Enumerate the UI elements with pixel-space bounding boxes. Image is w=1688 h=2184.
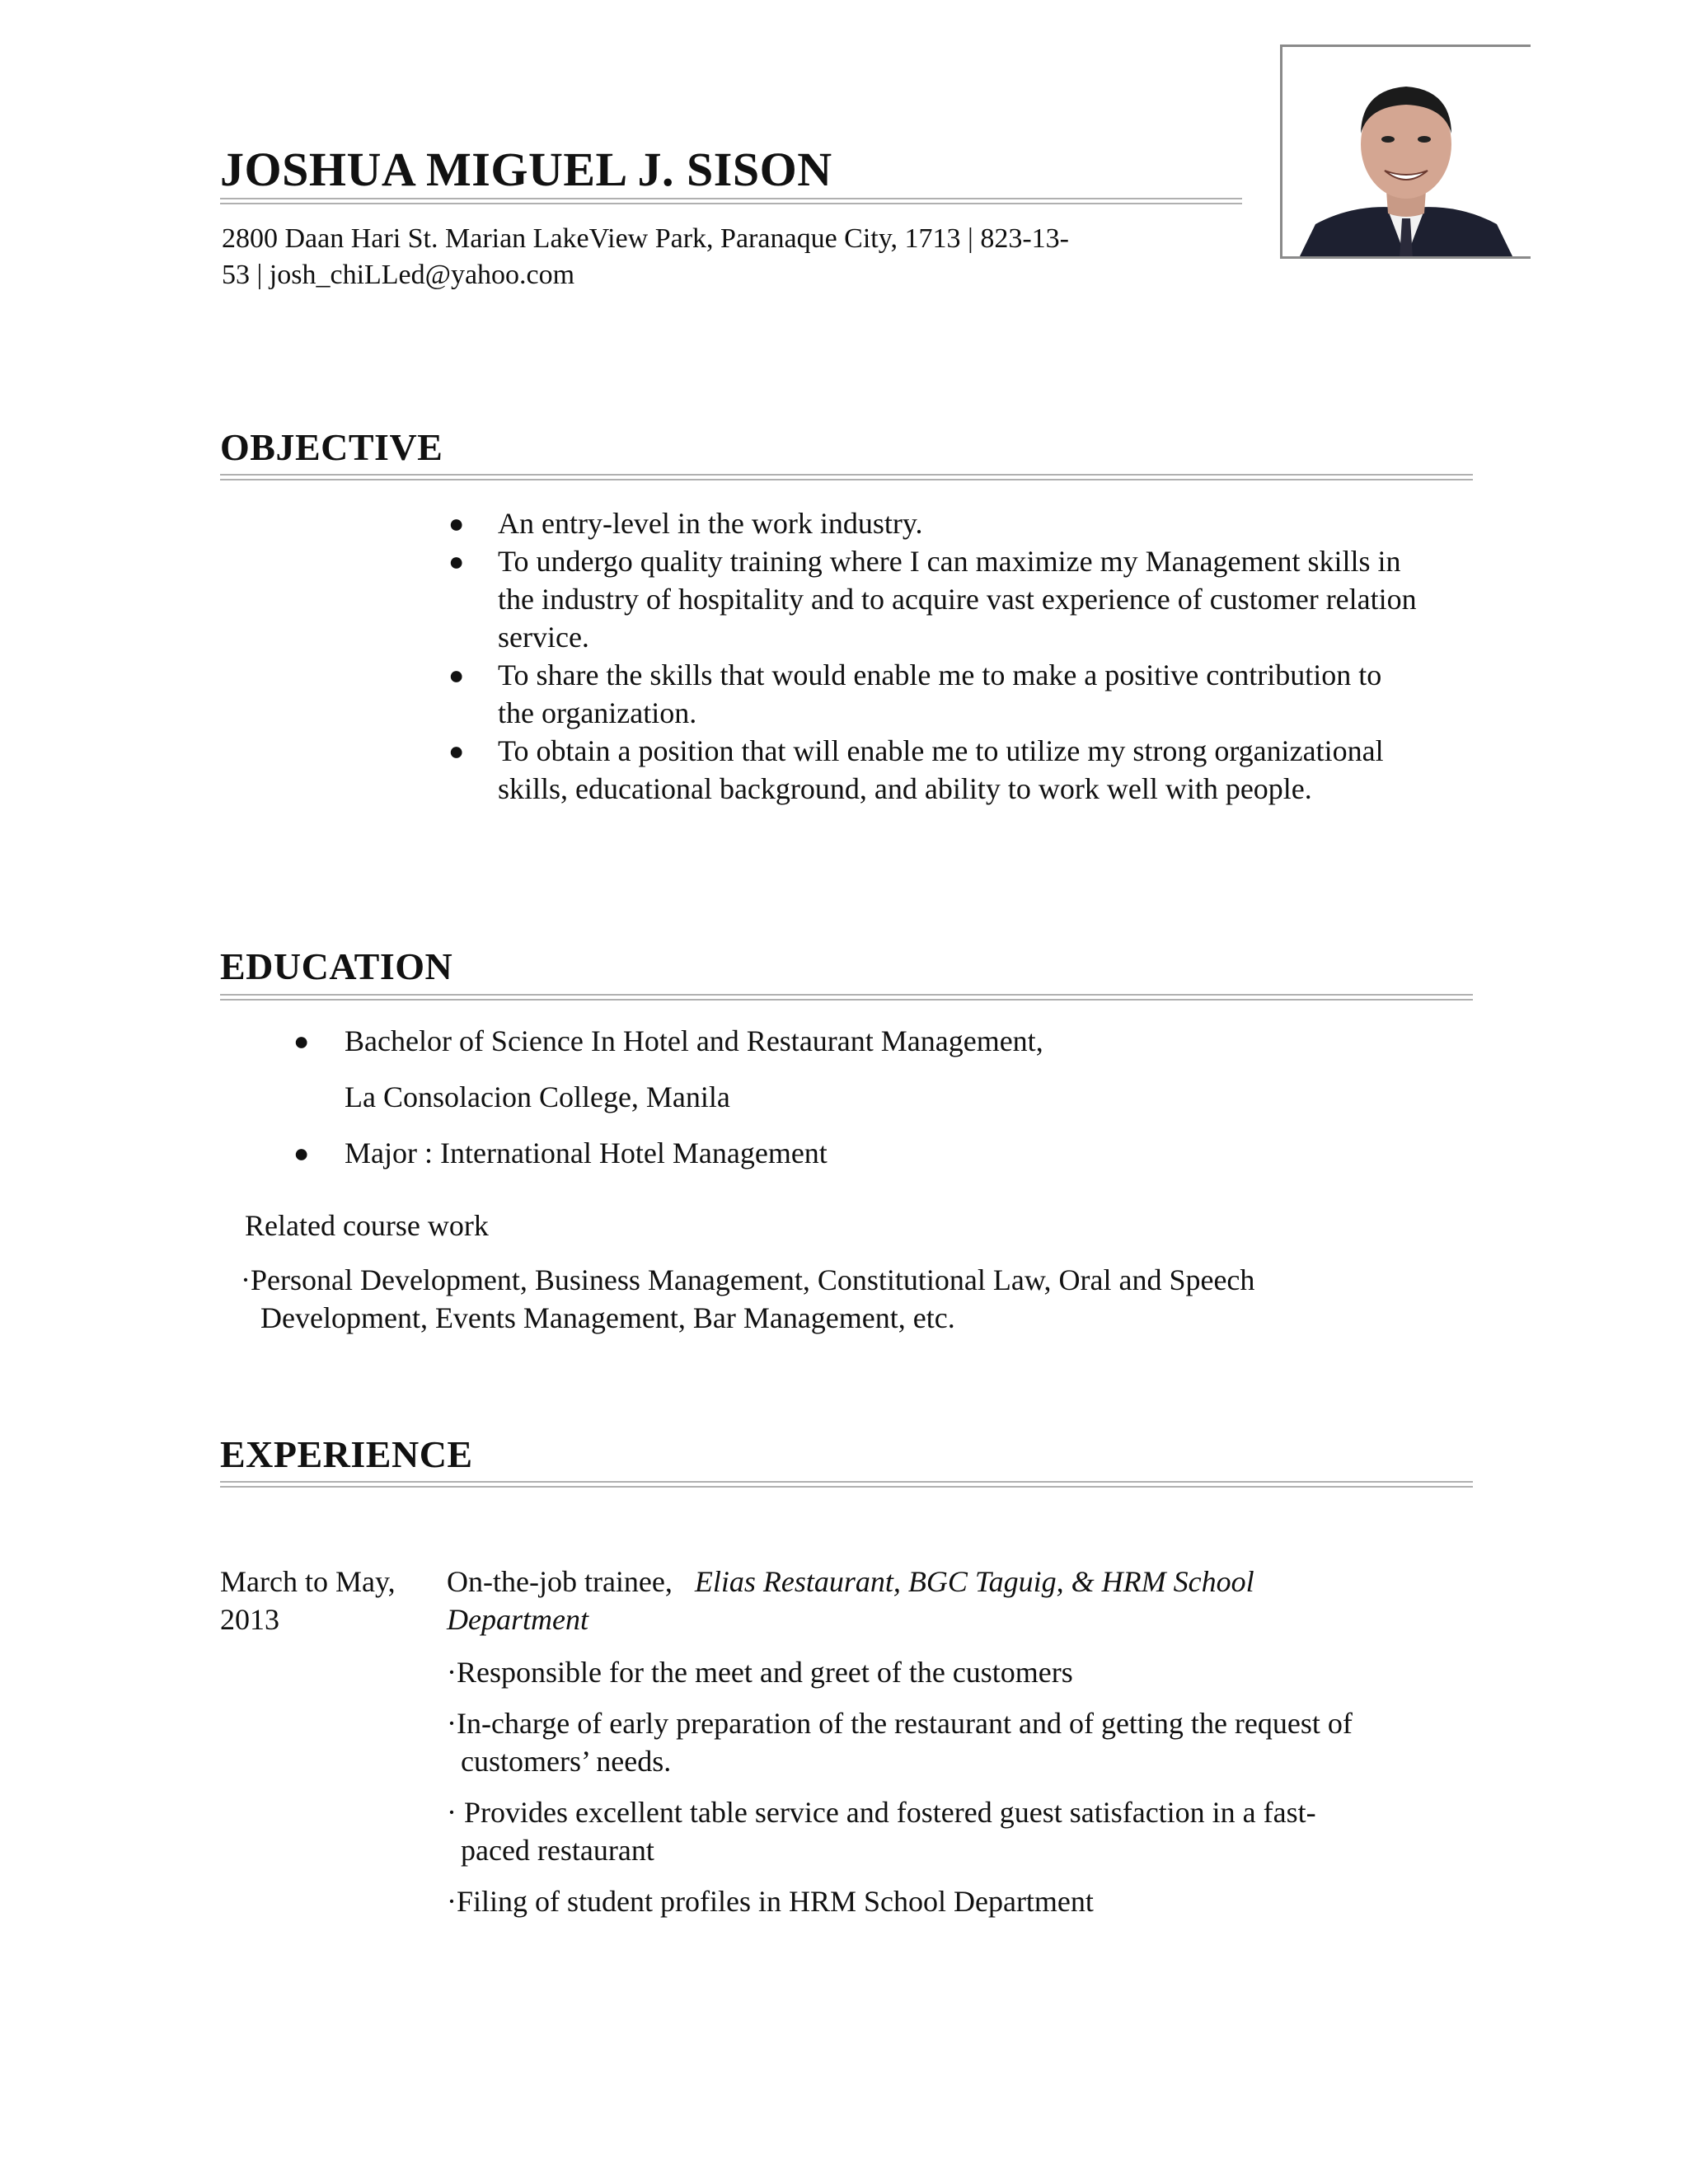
resume-name: JOSHUA MIGUEL J. SISON — [220, 143, 832, 196]
education-list — [293, 1022, 1365, 1190]
bullet-icon: ● — [293, 1026, 310, 1056]
bullet-icon: ● — [448, 660, 465, 690]
education-heading: EDUCATION — [220, 945, 453, 987]
experience-title — [447, 1563, 1403, 1638]
experience-divider — [220, 1481, 1473, 1488]
objective-list — [445, 504, 1418, 808]
bullet-icon: ● — [293, 1138, 310, 1168]
list-item: ● An entry-level in the work industry. — [445, 504, 1418, 542]
objective-heading: OBJECTIVE — [220, 426, 443, 468]
experience-employer: Elias Restaurant, BGC Taguig, & HRM School Department — [447, 1565, 1254, 1636]
list-item: · Provides excellent table service and fostered guest satisfaction in a fast-paced restaurant — [447, 1796, 1316, 1867]
bullet-icon: ● — [448, 546, 465, 576]
list-item: ● To undergo quality training where I can maximize my Management skills in the industry of hospitality and to acquire vast experience of customer relation service. — [445, 542, 1418, 656]
experience-role: On-the-job trainee, — [447, 1565, 673, 1598]
school: La Consolacion College, Manila — [345, 1080, 730, 1113]
bullet-icon: ● — [448, 509, 465, 538]
list-item: ● To share the skills that would enable me to make a positive contribution to the organization. — [445, 656, 1418, 732]
related-coursework: ·Personal Development, Business Management, Constitutional Law, Oral and Speech Development, Events Management, Bar Management, etc. — [241, 1263, 1255, 1334]
major: Major : International Hotel Management — [345, 1137, 828, 1169]
contact-line-2: 53 | josh_chiLLed@yahoo.com — [222, 260, 575, 290]
contact-line-1: 2800 Daan Hari St. Marian LakeView Park, Paranaque City, 1713 | 823-13- — [222, 223, 1069, 254]
contact-info — [222, 221, 1161, 293]
list-item: ·Filing of student profiles in HRM School Department — [447, 1885, 1094, 1918]
objective-divider — [220, 474, 1473, 480]
list-item: ·Responsible for the meet and greet of the customers — [447, 1656, 1073, 1689]
list-item: ● To obtain a position that will enable me to utilize my strong organizational skills, educational background, and ability to work well with people. — [445, 732, 1418, 808]
experience-date: March to May, 2013 — [220, 1565, 396, 1636]
list-item — [293, 1134, 1365, 1190]
bullet-icon: ● — [448, 736, 465, 766]
name-divider — [220, 198, 1242, 204]
education-divider — [220, 994, 1473, 1001]
profile-photo-image — [1282, 47, 1530, 258]
experience-duties — [447, 1653, 1370, 1933]
degree: Bachelor of Science In Hotel and Restaurant Management, — [345, 1024, 1043, 1057]
experience-heading: EXPERIENCE — [220, 1433, 473, 1475]
list-item: ·In-charge of early preparation of the restaurant and of getting the request of customers’ needs. — [447, 1707, 1353, 1778]
profile-photo — [1280, 45, 1531, 259]
related-coursework-label: Related course work — [245, 1209, 489, 1242]
list-item — [293, 1022, 1365, 1078]
